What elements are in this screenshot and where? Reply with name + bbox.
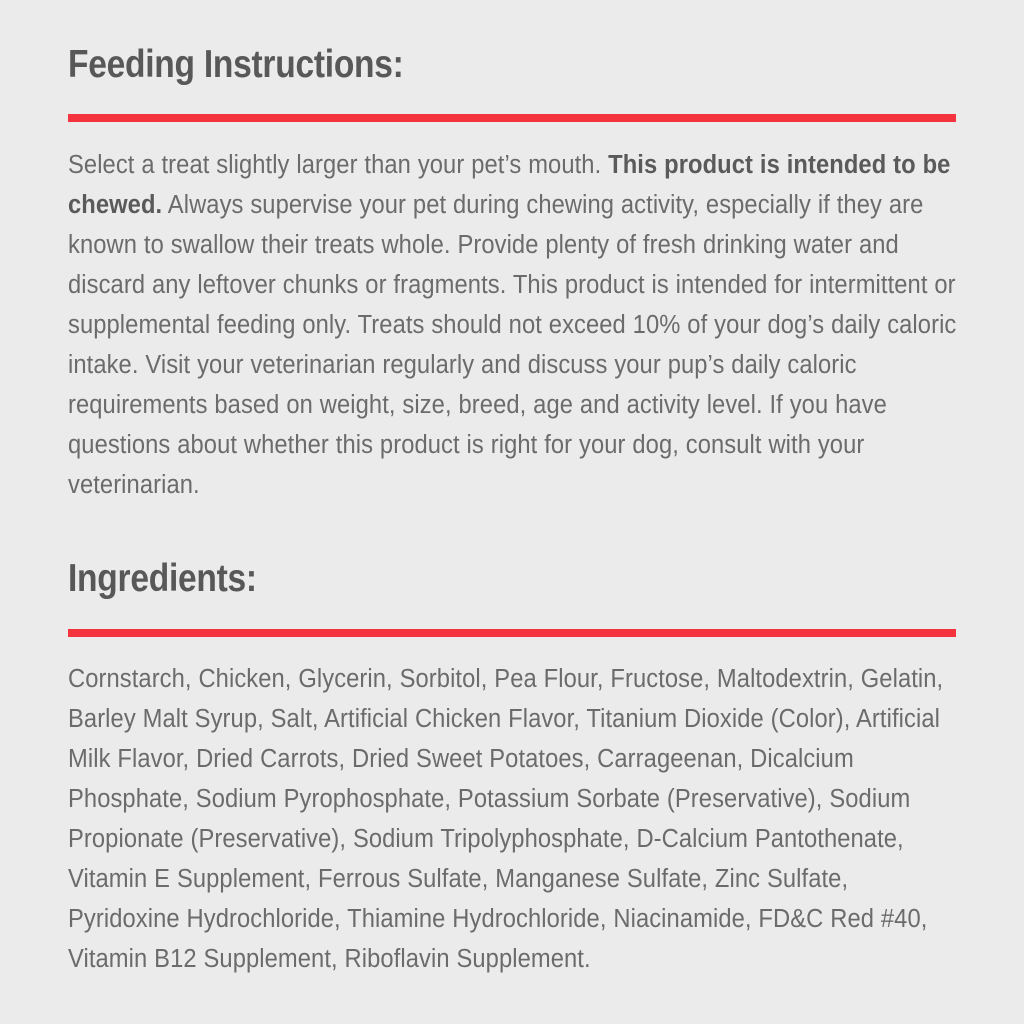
feeding-heading-divider (68, 114, 956, 122)
ingredients-text: Cornstarch, Chicken, Glycerin, Sorbitol, Pea Flour, Fructose, Maltodextrin, Gelatin, Barley Malt Syrup, Salt, Artificial Chicken Flavor, Titanium Dioxide (Color), Artificial Milk Flavor, Dried Carrots, Dried Sweet Potatoes, Carrageenan, Dicalcium Phosphate, Sodium Pyrophosphate, Potassium Sorbate (Preservative), Sodium Propionate (Preservative), Sodium Tripolyphosphate, D-Calcium Pantothenate, Vitamin E Supplement, Ferrous Sulfate, Manganese Sulfate, Zinc Sulfate, Pyridoxine Hydrochloride, Thiamine Hydrochloride, Niacinamide, FD&C Red #40, Vitamin B12 Supplement, Riboflavin Supplement. (68, 665, 944, 973)
feeding-instructions-heading: Feeding Instructions: (68, 43, 404, 86)
feeding-text-rest: Always supervise your pet during chewing activity, especially if they are known to swallow their treats whole. Provide plenty of fresh drinking water and discard any leftover chunks or fragments. This product is intended for intermittent or supplemental feeding only. Treats should not exceed 10% of your dog’s daily caloric intake. Visit your veterinarian regularly and discuss your pup’s daily caloric requirements based on weight, size, breed, age and activity level. If you have questions about whether this product is right for your dog, consult with your veterinarian. (68, 191, 957, 499)
feeding-instructions-section (68, 42, 960, 505)
feeding-text-emphasis: This product is intended to be chewed. (68, 151, 951, 219)
ingredients-heading-divider (68, 629, 956, 637)
ingredients-section (68, 556, 960, 979)
feeding-text-lead: Select a treat slightly larger than your pet’s mouth. (68, 151, 609, 179)
ingredients-heading: Ingredients: (68, 557, 257, 600)
feeding-instructions-text (68, 145, 961, 505)
